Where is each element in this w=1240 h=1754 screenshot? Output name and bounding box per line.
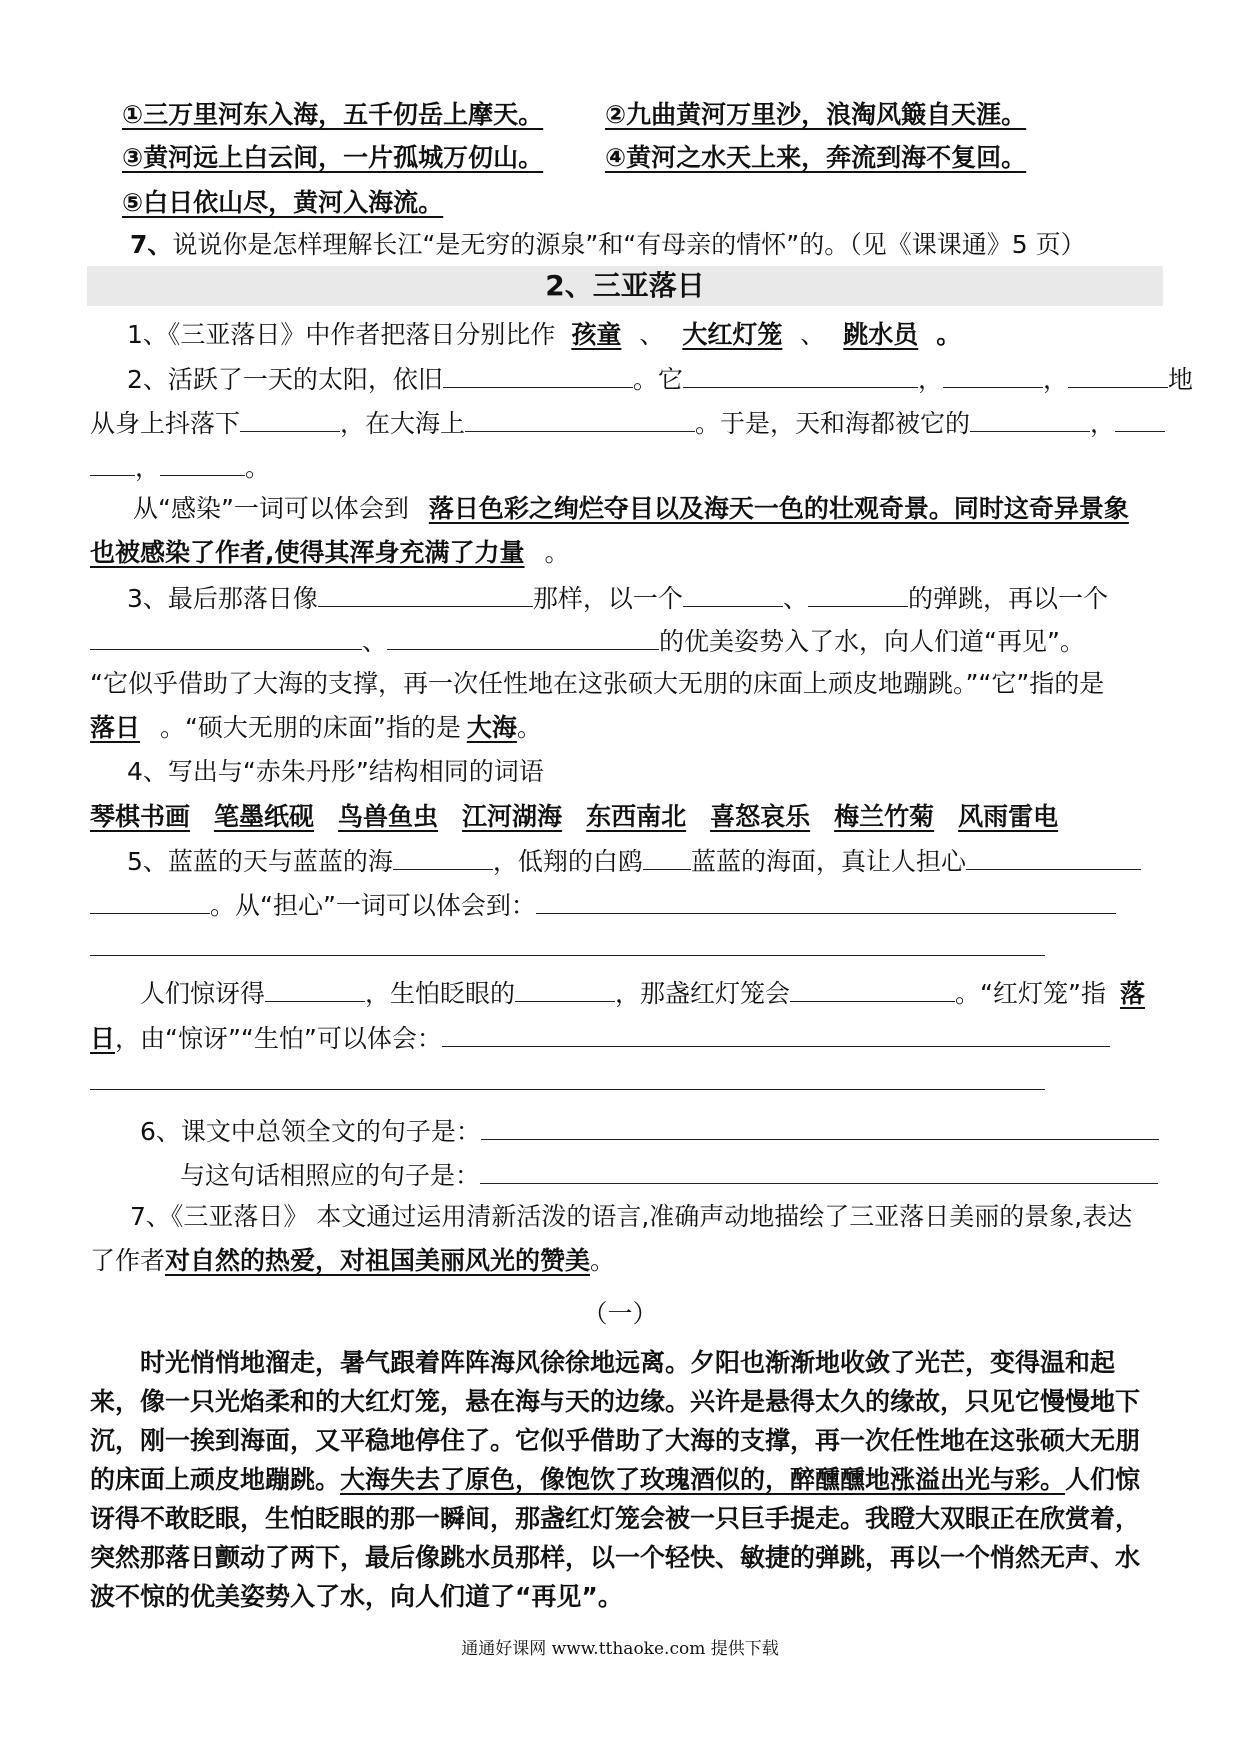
q1-prefix: 1、《三亚落日》中作者把落日分别比作: [127, 320, 556, 349]
q5-blank-5[interactable]: [536, 887, 1116, 914]
q2-blank-2[interactable]: [683, 361, 918, 388]
question-1: [127, 318, 961, 352]
q3-answer-2: 大海: [466, 713, 517, 742]
q2-infect-answer-2: 也被感染了作者,使得其浑身充满了力量: [90, 538, 525, 567]
q5-blank-3[interactable]: [966, 843, 1141, 870]
q2-infect-prefix: 从“感染”一词可以体会到: [133, 494, 409, 523]
poem-4: ④黄河之水天上来，奔流到海不复回。: [605, 143, 1027, 172]
q5-blank-7[interactable]: [515, 975, 615, 1002]
q2-blank-5[interactable]: [240, 405, 340, 432]
q2-blank-1[interactable]: [443, 361, 633, 388]
q6-blank-1[interactable]: [481, 1113, 1159, 1140]
q2-text-d: ，: [1042, 365, 1068, 394]
q3-blank-5[interactable]: [387, 623, 659, 650]
q1-end: 。: [936, 320, 962, 349]
q2-text-h: 。于是，天和海都被它的: [695, 409, 971, 438]
q3-text-e: 、: [362, 627, 388, 656]
question-4-prompt: 4、写出与“赤朱丹彤”结构相同的词语: [127, 757, 544, 786]
q1-answer-2: 大红灯笼: [682, 320, 783, 349]
q5-text-b: ，低翔的白鸥: [492, 847, 643, 876]
q3-blank-3[interactable]: [808, 580, 908, 607]
q5-blank-4[interactable]: [90, 887, 210, 914]
prev-question-7-text: 说说你是怎样理解长江“是无穷的源泉”和“有母亲的情怀”的。（见《课课通》5 页）: [172, 230, 1086, 259]
q3-text-h: 。: [516, 713, 542, 742]
question-7-line-1: 7、《三亚落日》 本文通过运用清新活泼的语言,准确声动地描绘了三亚落日美丽的景象,表达: [130, 1202, 1133, 1231]
question-6-line-2: [180, 1157, 1158, 1193]
q2-infect-end: 。: [544, 538, 570, 567]
q3-text-d: 的弹跳，再以一个: [907, 584, 1108, 613]
q1-sep-1: 、: [639, 320, 665, 349]
question-7-line-2: [90, 1244, 615, 1278]
q2-text-g: ，在大海上: [340, 409, 466, 438]
question-3-line-3: “它似乎借助了大海的支撑，再一次任性地在这张硕大无朋的床面上顽皮地蹦跳。”“它”指的是: [90, 669, 1105, 698]
q5-blank-9[interactable]: [442, 1020, 1110, 1047]
question-5-line-3: [140, 975, 1145, 1011]
q3-blank-1[interactable]: [318, 580, 533, 607]
q5-text-i: ，由“惊讶”“生怕”可以体会：: [115, 1024, 442, 1053]
q2-text-i: ，: [1090, 409, 1116, 438]
q3-blank-2[interactable]: [683, 580, 783, 607]
question-4-answers: [90, 800, 1082, 834]
footer-credit: 通通好课网 www.tthaoke.com 提供下载: [461, 1639, 779, 1659]
poem-5: ⑤白日依山尽，黄河入海流。: [122, 188, 444, 217]
passage-label: （一）: [582, 1299, 658, 1328]
q5-blank-2[interactable]: [643, 843, 691, 870]
section-title: 2、三亚落日: [545, 269, 705, 302]
question-2-infect-line-1: [133, 492, 1129, 526]
q2-text-f: 从身上抖落下: [90, 409, 241, 438]
q2-blank-8[interactable]: [1115, 405, 1165, 432]
q3-text-c: 、: [782, 584, 808, 613]
q4-word: 喜怒哀乐: [710, 802, 811, 831]
q2-infect-answer-1: 落日色彩之绚烂夺目以及海天一色的壮观奇景。同时这奇异景象: [428, 494, 1129, 523]
question-2-line-1: [127, 361, 1193, 397]
question-5-line-1: [127, 843, 1141, 879]
q4-word: 梅兰竹菊: [834, 802, 935, 831]
question-3-line-4: [90, 711, 542, 745]
question-3-line-1: [127, 580, 1108, 616]
q3-text-g: 。“硕大无朋的床面”指的是: [159, 713, 461, 742]
passage-sentence-3: 人们惊讶得不敢眨眼，生怕眨眼的那一瞬间，那盏红灯笼会被一只巨手提走。我瞪大双眼正在欣赏着，突然那落日颤动了两下，最后像跳水员那样，以一个轻快、敏捷的弹跳，再以一个悄然无声、水波不惊的优美姿势入了水，向人们道了“再见”。: [90, 1465, 1141, 1611]
passage-sentence-1: 时光悄悄地溜走，暑气跟着阵阵海风徐徐地远离。夕阳也渐渐地收敛了光芒，变得温和起来，像一只光焰柔和的大红灯笼，悬在海与天的边缘。兴许是悬得太久的缘故，只见它慢慢地下沉，刚一挨到海面，又平稳地停住了。它似乎借助了大海的支撑，再一次任性地在这张硕大无朋的床面上顽皮地蹦跳。: [90, 1348, 1141, 1494]
q7-answer: 对自然的热爱，对祖国美丽风光的赞美: [165, 1246, 591, 1275]
q5-text-d: 。从“担心”一词可以体会到：: [210, 891, 536, 920]
q6-text-a: 6、课文中总领全文的句子是：: [140, 1117, 481, 1146]
question-5-line-2: [90, 887, 1116, 923]
q5-blank-1[interactable]: [393, 843, 493, 870]
q5-text-e: 人们惊讶得: [140, 979, 266, 1008]
q1-answer-3: 跳水员: [843, 320, 919, 349]
q1-sep-2: 、: [800, 320, 826, 349]
q2-blank-10[interactable]: [160, 449, 245, 476]
prev-question-7-number: 7、: [130, 230, 173, 259]
q4-word: 东西南北: [586, 802, 687, 831]
q1-answer-1: 孩童: [571, 320, 622, 349]
q2-text-a: 2、活跃了一天的太阳，依旧: [127, 365, 443, 394]
q3-text-a: 3、最后那落日像: [127, 584, 318, 613]
q5-text-c: 蓝蓝的海面，真让人担心: [690, 847, 966, 876]
question-5-line-4: [90, 1020, 1110, 1056]
question-2-line-3: [90, 449, 270, 485]
q2-text-j: ，: [135, 453, 161, 482]
q4-word: 鸟兽鱼虫: [338, 802, 439, 831]
poem-1: ①三万里河东入海，五千仞岳上摩天。: [122, 100, 544, 129]
q2-blank-9[interactable]: [90, 449, 135, 476]
q2-text-k: 。: [245, 453, 271, 482]
question-3-line-2: [90, 623, 1085, 659]
q3-text-b: 那样，以一个: [532, 584, 683, 613]
q5-text-h: 。“红灯笼”指: [955, 979, 1106, 1008]
q6-blank-2[interactable]: [480, 1157, 1158, 1184]
q2-blank-4[interactable]: [1068, 361, 1168, 388]
q5-text-f: ，生怕眨眼的: [365, 979, 516, 1008]
q5-answer-line-2[interactable]: [90, 1089, 1045, 1090]
q4-word: 风雨雷电: [958, 802, 1059, 831]
poem-3: ③黄河远上白云间，一片孤城万仞山。: [122, 143, 544, 172]
q4-word: 笔墨纸砚: [214, 802, 315, 831]
q5-answer-part-1: 落: [1119, 979, 1145, 1008]
q7-text-a: 了作者: [90, 1246, 166, 1275]
q2-text-c: ，: [917, 365, 943, 394]
q4-word: 江河湖海: [462, 802, 563, 831]
poem-2: ②九曲黄河万里沙，浪淘风簸自天涯。: [605, 100, 1027, 129]
q2-blank-7[interactable]: [970, 405, 1090, 432]
q7-text-b: 。: [590, 1246, 616, 1275]
q5-text-a: 5、蓝蓝的天与蓝蓝的海: [127, 847, 393, 876]
question-2-line-2: [90, 405, 1165, 441]
q2-blank-6[interactable]: [465, 405, 695, 432]
q2-text-b: 。它: [632, 365, 683, 394]
q5-answer-line[interactable]: [90, 955, 1045, 956]
q5-answer-part-2: 日: [90, 1024, 116, 1053]
q2-text-e: 地: [1167, 365, 1193, 394]
question-6-line-1: [140, 1113, 1159, 1149]
q3-blank-4[interactable]: [90, 623, 362, 650]
question-2-infect-line-2: [90, 536, 570, 570]
q2-blank-3[interactable]: [943, 361, 1043, 388]
q5-text-g: ，那盏红灯笼会: [615, 979, 791, 1008]
q5-blank-8[interactable]: [790, 975, 955, 1002]
q3-text-f: 的优美姿势入了水，向人们道“再见”。: [659, 627, 1085, 656]
q4-word: 琴棋书画: [90, 802, 191, 831]
q6-text-b: 与这句话相照应的句子是：: [180, 1161, 481, 1190]
q3-answer-1: 落日: [90, 713, 141, 742]
passage-text: [90, 1343, 1162, 1616]
passage-sentence-2: 大海失去了原色，像饱饮了玫瑰酒似的，醉醺醺地涨溢出光与彩。: [340, 1465, 1066, 1494]
q5-blank-6[interactable]: [265, 975, 365, 1002]
prev-question-7: [130, 228, 1086, 262]
